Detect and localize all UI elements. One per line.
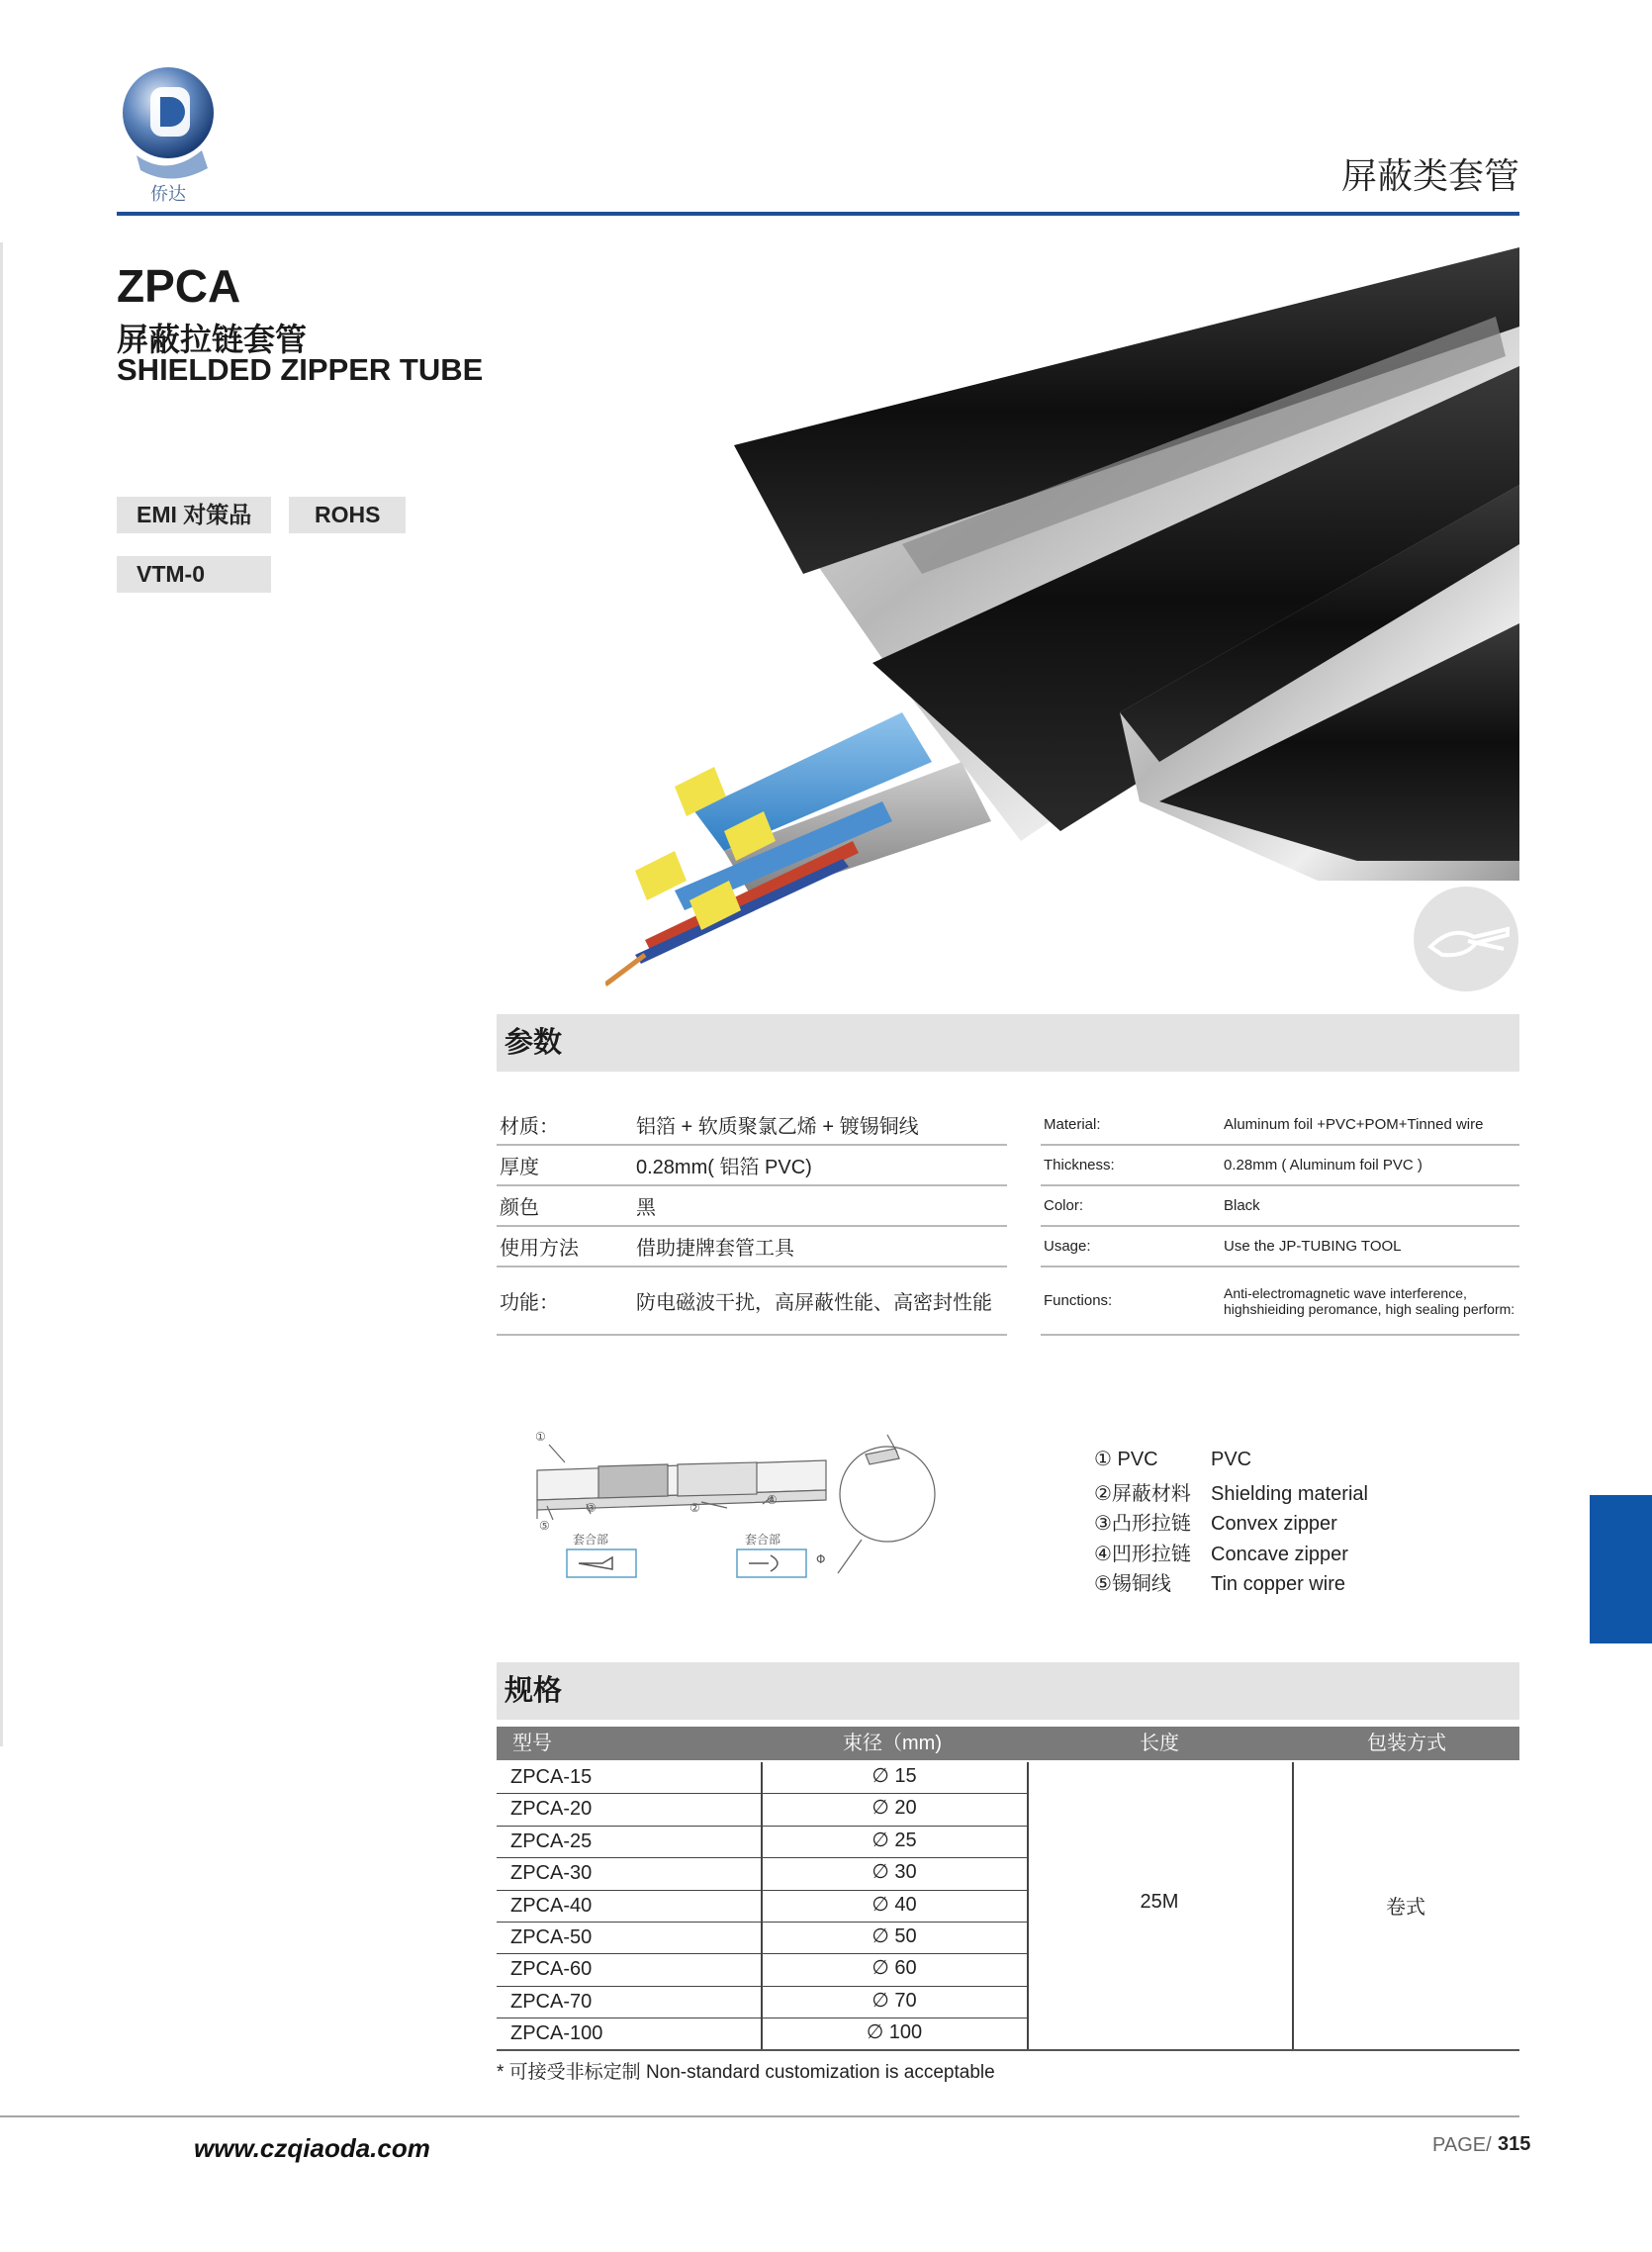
legend-label-cn: ②屏蔽材料 [1094, 1482, 1191, 1505]
legend-item [1094, 1507, 1368, 1538]
param-value: 防电磁波干扰，高屏蔽性能、高密封性能 [636, 1267, 1007, 1335]
cell-diameter: ∅ 50 [872, 1925, 917, 1947]
table-row [497, 1858, 1027, 1890]
param-value: Use the JP-TUBING TOOL [1224, 1226, 1519, 1267]
cell-diameter: ∅ 100 [866, 2021, 923, 2044]
tubing-tool-icon [1413, 886, 1519, 992]
cell-model: ZPCA-25 [510, 1830, 593, 1852]
website-link[interactable]: www.czqiaoda.com [194, 2133, 430, 2163]
cell-model: ZPCA-30 [510, 1862, 593, 1885]
diagram-label-phi: Φ [816, 1552, 826, 1566]
param-row [497, 1105, 1007, 1145]
param-key: Functions: [1041, 1267, 1224, 1335]
cell-model: ZPCA-60 [510, 1958, 593, 1981]
company-logo [117, 61, 220, 205]
param-row [1041, 1185, 1519, 1226]
badge-vtm: VTM-0 [117, 556, 271, 593]
badge-rohs: ROHS [289, 497, 406, 533]
param-value: 黑 [636, 1185, 1007, 1226]
col-header-length: 长度 [1140, 1733, 1179, 1754]
legend-label-en: Shielding material [1211, 1482, 1368, 1505]
param-key: Color: [1041, 1185, 1224, 1226]
table-row [497, 1794, 1027, 1826]
cell-diameter: ∅ 70 [872, 1989, 917, 2012]
specs-table-header [497, 1727, 1519, 1760]
cell-diameter: ∅ 15 [872, 1765, 917, 1787]
legend-label-cn: ③凸形拉链 [1094, 1513, 1191, 1535]
page-number: 315 [1498, 2133, 1531, 2155]
cell-model: ZPCA-20 [510, 1798, 593, 1821]
param-row [1041, 1145, 1519, 1185]
cell-model: ZPCA-40 [510, 1894, 593, 1917]
cell-packing: 卷式 [1386, 1897, 1425, 1919]
cell-diameter: ∅ 40 [872, 1893, 917, 1916]
category-title: 屏蔽类套管 [1340, 155, 1519, 196]
param-value: 借助捷牌套管工具 [636, 1226, 1007, 1267]
customization-note: * 可接受非标定制 Non-standard customization is acceptable [497, 2062, 995, 2083]
svg-text:侨达: 侨达 [150, 184, 186, 205]
cell-diameter: ∅ 30 [872, 1861, 917, 1884]
table-row [497, 1762, 1027, 1794]
cell-model: ZPCA-15 [510, 1766, 593, 1788]
param-key: 颜色 [497, 1185, 636, 1226]
param-key: 厚度 [497, 1145, 636, 1185]
legend-item [1094, 1477, 1368, 1508]
diagram-label-1: ① [535, 1430, 546, 1444]
param-value: Anti-electromagnetic wave interference, highshieiding peromance, high sealing perform: [1224, 1267, 1519, 1335]
page-edge-line [0, 242, 3, 1746]
param-key: 使用方法 [497, 1226, 636, 1267]
product-name-en: SHIELDED ZIPPER TUBE [117, 352, 484, 387]
page-label: PAGE/ [1432, 2134, 1492, 2156]
col-header-packing: 包装方式 [1367, 1733, 1446, 1754]
product-code: ZPCA [117, 260, 241, 312]
param-row [1041, 1226, 1519, 1267]
param-value: 铝箔 + 软质聚氯乙烯 + 镀锡铜线 [636, 1105, 1007, 1145]
diagram-label-fit-2: 套合部 [745, 1533, 781, 1547]
params-table-en [1041, 1105, 1519, 1336]
section-side-tab [1590, 1495, 1652, 1643]
col-header-model: 型号 [512, 1733, 552, 1754]
legend-label-en: Tin copper wire [1211, 1573, 1345, 1595]
param-key: 材质： [497, 1105, 636, 1145]
legend-item [1094, 1447, 1368, 1477]
diagram-label-3: ③ [586, 1501, 597, 1515]
legend-label-cn: ⑤锡铜线 [1094, 1573, 1171, 1595]
cell-diameter: ∅ 60 [872, 1957, 917, 1980]
table-row [497, 1827, 1027, 1858]
diagram-label-5: ⑤ [539, 1519, 550, 1533]
param-key: Usage: [1041, 1226, 1224, 1267]
cell-length: 25M [1140, 1891, 1179, 1913]
diagram-label-fit-1: 套合部 [573, 1533, 609, 1547]
header-divider [117, 212, 1519, 216]
diagram-label-4: ④ [767, 1493, 778, 1507]
table-row [497, 1954, 1027, 1986]
param-value: 0.28mm( 铝箔 PVC) [636, 1145, 1007, 1185]
table-row [497, 1987, 1027, 2018]
table-row [497, 2018, 1027, 2050]
param-row [1041, 1267, 1519, 1335]
param-row [497, 1226, 1007, 1267]
cell-diameter: ∅ 25 [872, 1829, 917, 1851]
param-row [497, 1267, 1007, 1335]
cell-model: ZPCA-70 [510, 1990, 593, 2013]
badge-emi: EMI 对策品 [117, 497, 271, 533]
col-header-diameter: 束径（mm) [843, 1733, 942, 1754]
params-table-cn [497, 1105, 1007, 1336]
legend-label-cn: ① PVC [1094, 1449, 1158, 1470]
param-value: Black [1224, 1185, 1519, 1226]
param-row [497, 1145, 1007, 1185]
param-key: Material: [1041, 1105, 1224, 1145]
table-row [497, 1923, 1027, 1954]
cell-model: ZPCA-100 [510, 2022, 603, 2045]
legend-label-en: PVC [1211, 1449, 1252, 1470]
legend-label-en: Concave zipper [1211, 1543, 1348, 1565]
specs-table [497, 1762, 1519, 2051]
diagram-label-2: ② [689, 1501, 700, 1515]
cell-model: ZPCA-50 [510, 1926, 593, 1948]
param-value: Aluminum foil +PVC+POM+Tinned wire [1224, 1105, 1519, 1145]
table-row [497, 1891, 1027, 1923]
structure-diagram [529, 1425, 964, 1603]
diagram-legend [1094, 1447, 1368, 1598]
cell-diameter: ∅ 20 [872, 1797, 917, 1820]
footer-divider [0, 2115, 1519, 2117]
legend-label-cn: ④凹形拉链 [1094, 1543, 1191, 1565]
product-photo [605, 247, 1519, 999]
param-key: 功能： [497, 1267, 636, 1335]
param-row [1041, 1105, 1519, 1145]
param-key: Thickness: [1041, 1145, 1224, 1185]
params-section-title: 参数 [497, 1014, 1519, 1072]
product-name-cn: 屏蔽拉链套管 [117, 322, 308, 357]
specs-section-title: 规格 [497, 1662, 1519, 1720]
param-value: 0.28mm ( Aluminum foil PVC ) [1224, 1145, 1519, 1185]
param-row [497, 1185, 1007, 1226]
legend-item [1094, 1538, 1368, 1568]
legend-label-en: Convex zipper [1211, 1513, 1337, 1535]
legend-item [1094, 1567, 1368, 1598]
